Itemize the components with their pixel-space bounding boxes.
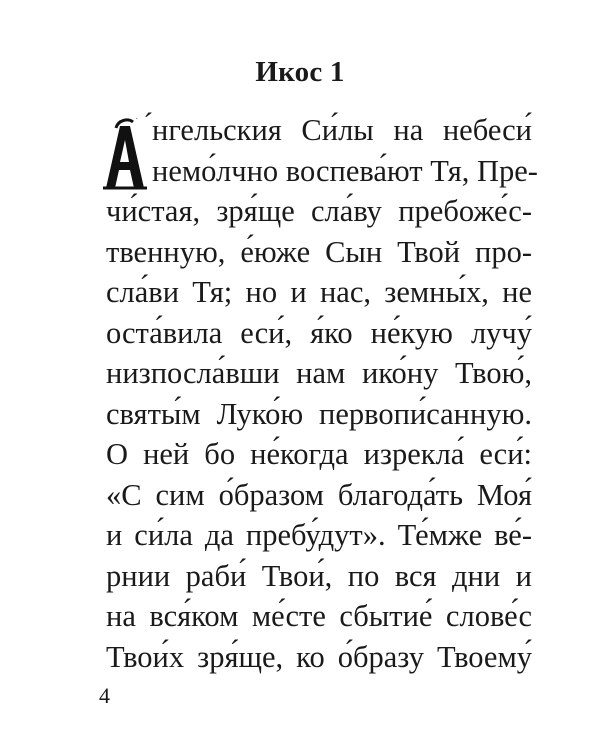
text-line: Твои́х зря́ще, ко о́бразу Твоему́	[106, 639, 532, 674]
section-heading: Икос 1	[255, 56, 345, 88]
text-line: О ней бо не́когда изрекла́ еси́:	[106, 437, 532, 471]
page-number: 4	[99, 683, 110, 708]
text-line: и си́ла да пребу́дут». Те́мже ве́-	[106, 518, 532, 552]
text-line: оста́вила еси́, я́ко не́кую лучу́	[106, 315, 532, 350]
prayer-text	[106, 110, 538, 677]
text-line: сла́ви Тя; но и нас, земны́х, не	[106, 275, 532, 309]
text-line: чи́стая, зря́ще сла́ву пребоже́с-	[106, 194, 532, 228]
text-line: святы́м Луко́ю первопи́санную.	[106, 396, 532, 431]
text-line: «С сим о́бразом благода́ть Моя́	[106, 477, 532, 512]
text-line: на вся́ком ме́сте сбытие́ слове́с	[106, 599, 532, 633]
text-line: рнии раби́ Твои́, по вся дни и	[106, 558, 532, 593]
text-line: ́нгельския Си́лы на небеси́	[152, 113, 532, 147]
text-line: низпосла́вши нам ико́ну Твою́,	[106, 356, 532, 390]
text-line: немо́лчно воспева́ют Тя, Пре-	[152, 153, 538, 188]
drop-cap-letter	[100, 118, 148, 190]
text-line: твенную, е́юже Сын Твой про-	[106, 234, 532, 269]
